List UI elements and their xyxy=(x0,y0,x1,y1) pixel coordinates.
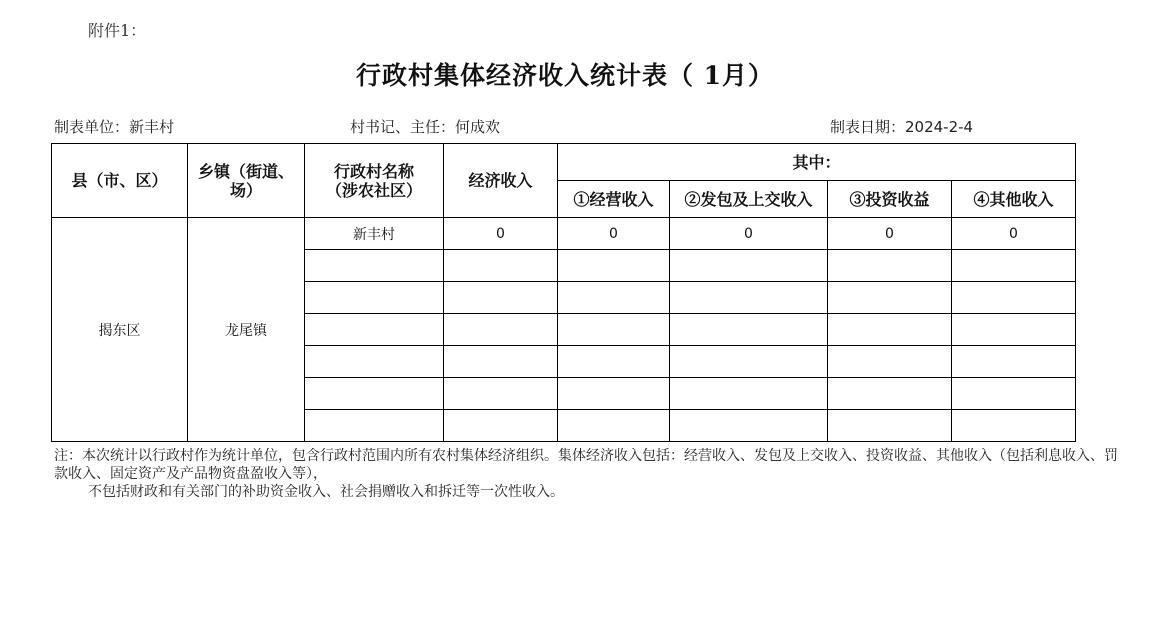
income-cell xyxy=(444,314,558,346)
village-name-cell xyxy=(305,314,444,346)
contract-income-cell xyxy=(670,346,828,378)
header-contract-income: ②发包及上交收入 xyxy=(670,181,828,218)
investment-income-cell xyxy=(828,282,952,314)
table-row xyxy=(52,218,1076,250)
header-village: 行政村名称（涉农社区） xyxy=(305,144,444,218)
header-investment-income: ③投资收益 xyxy=(828,181,952,218)
income-cell xyxy=(444,250,558,282)
investment-income-cell xyxy=(828,346,952,378)
investment-income-cell xyxy=(828,378,952,410)
income-cell xyxy=(444,346,558,378)
county-cell: 揭东区 xyxy=(52,218,188,442)
village-name-cell xyxy=(305,250,444,282)
header-other-income: ④其他收入 xyxy=(952,181,1076,218)
investment-income-cell: 0 xyxy=(828,218,952,250)
income-statistics-table xyxy=(51,143,1076,442)
prepared-date: 制表日期：2024-2-4 xyxy=(830,118,974,136)
village-name-cell xyxy=(305,378,444,410)
other-income-cell xyxy=(952,378,1076,410)
other-income-cell xyxy=(952,410,1076,442)
other-income-cell: 0 xyxy=(952,218,1076,250)
village-name-cell: 新丰村 xyxy=(305,218,444,250)
attachment-label: 附件1： xyxy=(88,21,147,40)
prepared-by-unit: 制表单位：新丰村 xyxy=(54,118,175,136)
contract-income-cell xyxy=(670,250,828,282)
income-cell xyxy=(444,410,558,442)
header-town: 乡镇（街道、场） xyxy=(188,144,305,218)
village-name-cell xyxy=(305,410,444,442)
investment-income-cell xyxy=(828,314,952,346)
village-name-cell xyxy=(305,346,444,378)
operating-income-cell: 0 xyxy=(558,218,670,250)
income-cell xyxy=(444,378,558,410)
operating-income-cell xyxy=(558,314,670,346)
contract-income-cell xyxy=(670,410,828,442)
income-cell xyxy=(444,282,558,314)
operating-income-cell xyxy=(558,410,670,442)
operating-income-cell xyxy=(558,346,670,378)
operating-income-cell xyxy=(558,378,670,410)
income-cell: 0 xyxy=(444,218,558,250)
note-line-1: 注：本次统计以行政村作为统计单位，包含行政村范围内所有农村集体经济组织。集体经济收入包括：经营收入、发包及上交收入、投资收益、其他收入（包括利息收入、罚款收入、固定资产及产品物资盘盈收入等）， xyxy=(54,448,1118,482)
other-income-cell xyxy=(952,314,1076,346)
village-name-cell xyxy=(305,282,444,314)
investment-income-cell xyxy=(828,410,952,442)
header-operating-income: ①经营收入 xyxy=(558,181,670,218)
contract-income-cell xyxy=(670,282,828,314)
village-secretary: 村书记、主任：何成欢 xyxy=(350,118,501,136)
other-income-cell xyxy=(952,346,1076,378)
header-of-which: 其中： xyxy=(558,144,1076,181)
operating-income-cell xyxy=(558,282,670,314)
operating-income-cell xyxy=(558,250,670,282)
investment-income-cell xyxy=(828,250,952,282)
contract-income-cell xyxy=(670,314,828,346)
town-cell: 龙尾镇 xyxy=(188,218,305,442)
note-line-2: 不包括财政和有关部门的补助资金收入、社会捐赠收入和拆迁等一次性收入。 xyxy=(88,484,564,500)
header-income: 经济收入 xyxy=(444,144,558,218)
page-title: 行政村集体经济收入统计表（ 1月） xyxy=(355,61,775,90)
header-county: 县（市、区） xyxy=(52,144,188,218)
other-income-cell xyxy=(952,282,1076,314)
contract-income-cell xyxy=(670,378,828,410)
other-income-cell xyxy=(952,250,1076,282)
header-row-1 xyxy=(52,144,1076,181)
contract-income-cell: 0 xyxy=(670,218,828,250)
